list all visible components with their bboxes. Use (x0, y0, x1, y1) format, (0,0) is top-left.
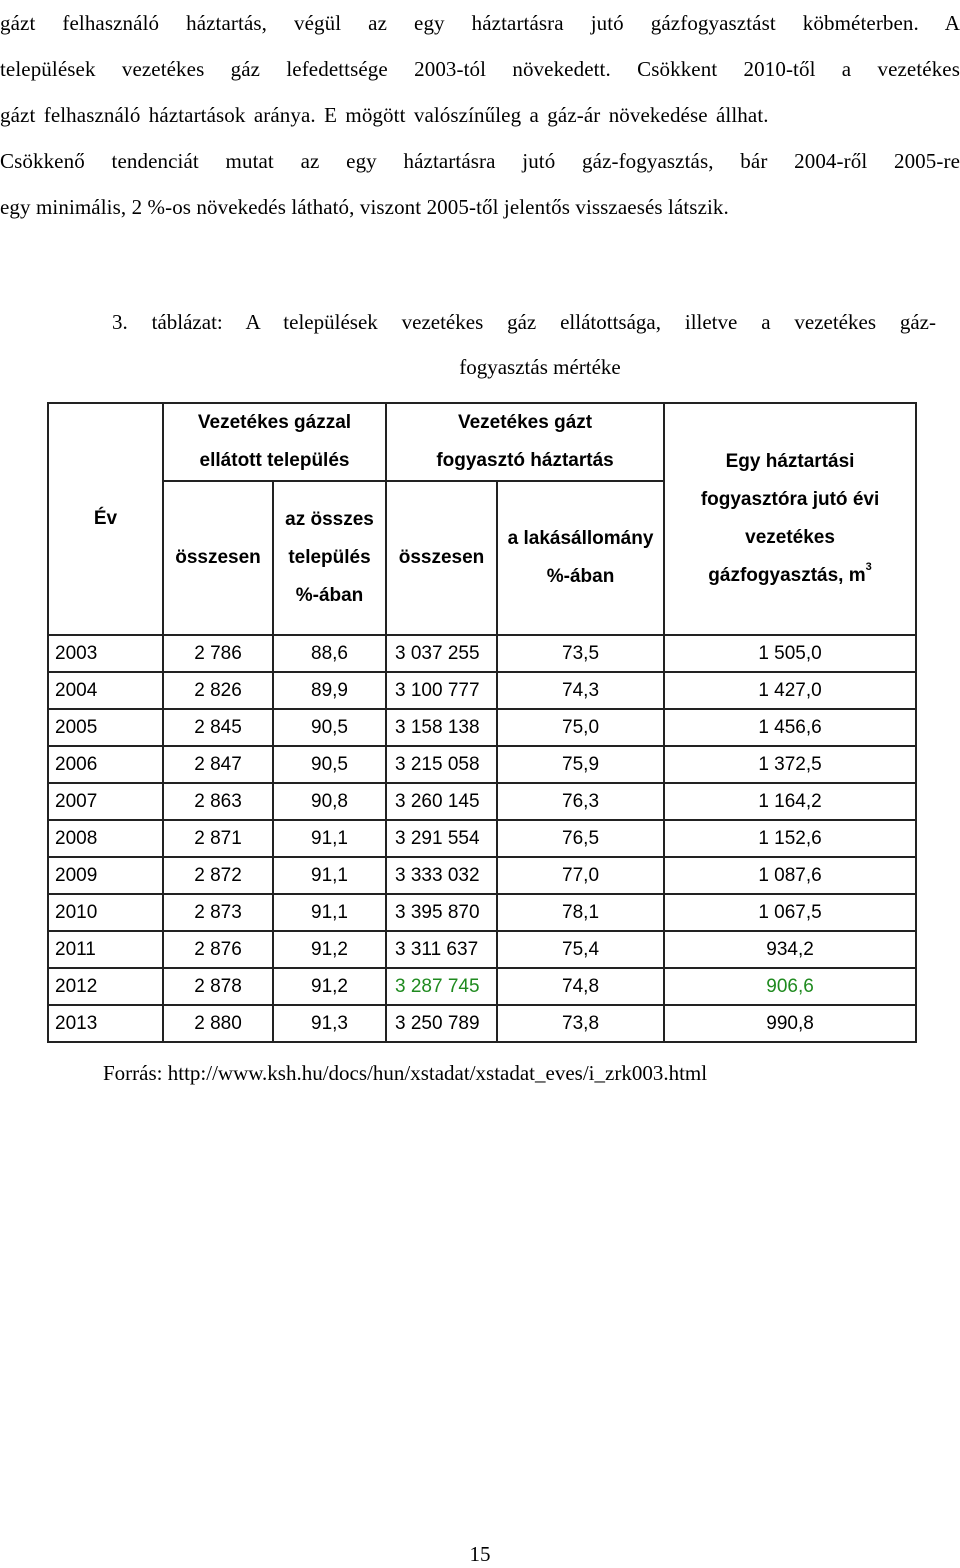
table-caption: 3. táblázat: A települések vezetékes gáz ellátottsága, illetve a vezetékes gáz- (112, 310, 936, 334)
cell-households: 3 395 870 (386, 894, 497, 931)
cell-year: 2007 (48, 783, 163, 820)
cell-households-pct: 73,8 (497, 1005, 664, 1042)
cell-households-pct: 74,3 (497, 672, 664, 709)
header-consumption-sup: 3 (865, 560, 872, 573)
cell-year: 2013 (48, 1005, 163, 1042)
cell-consumption: 1 372,5 (664, 746, 916, 783)
cell-settlements: 2 880 (163, 1005, 273, 1042)
gas-supply-table (47, 402, 917, 1043)
cell-year: 2012 (48, 968, 163, 1005)
header-settlements-pct: az összes település %-ában (273, 481, 386, 635)
cell-households-pct: 78,1 (497, 894, 664, 931)
header-consumption (664, 403, 916, 635)
source-note: Forrás: http://www.ksh.hu/docs/hun/xstadat/xstadat_eves/i_zrk003.html (103, 1061, 708, 1085)
cell-households-pct: 75,9 (497, 746, 664, 783)
table-row (48, 857, 916, 894)
cell-households: 3 158 138 (386, 709, 497, 746)
cell-settlements: 2 845 (163, 709, 273, 746)
cell-households: 3 311 637 (386, 931, 497, 968)
table-caption-continued: fogyasztás mértéke (459, 355, 621, 379)
header-households-pct: a lakásállomány %-ában (497, 481, 664, 635)
table-row (48, 931, 916, 968)
cell-households: 3 250 789 (386, 1005, 497, 1042)
cell-consumption: 1 427,0 (664, 672, 916, 709)
cell-consumption: 1 456,6 (664, 709, 916, 746)
header-consumption-text: Egy háztartási fogyasztóra jutó évi vezetékes gázfogyasztás, m (700, 451, 880, 586)
header-settlements-group: Vezetékes gázzal ellátott település (163, 403, 386, 481)
paragraph-line: gázt felhasználó háztartások aránya. E mögött valószínűleg a gáz-ár növekedése állhat. (0, 103, 769, 127)
paragraph-line: gázt felhasználó háztartás, végül az egy háztartásra jutó gázfogyasztást köbméterben. A (0, 11, 960, 35)
cell-settlements-pct: 91,3 (273, 1005, 386, 1042)
table-row (48, 672, 916, 709)
cell-consumption: 906,6 (664, 968, 916, 1005)
cell-settlements-pct: 89,9 (273, 672, 386, 709)
table-row (48, 894, 916, 931)
cell-settlements-pct: 90,5 (273, 709, 386, 746)
table-row (48, 783, 916, 820)
cell-year: 2008 (48, 820, 163, 857)
table-row (48, 1005, 916, 1042)
cell-year: 2011 (48, 931, 163, 968)
header-households-total: összesen (386, 481, 497, 635)
cell-settlements: 2 847 (163, 746, 273, 783)
cell-settlements: 2 786 (163, 635, 273, 672)
cell-households: 3 260 145 (386, 783, 497, 820)
header-households-group: Vezetékes gázt fogyasztó háztartás (386, 403, 664, 481)
table-row (48, 820, 916, 857)
table-row (48, 746, 916, 783)
cell-consumption: 1 164,2 (664, 783, 916, 820)
cell-households-pct: 73,5 (497, 635, 664, 672)
cell-settlements: 2 876 (163, 931, 273, 968)
cell-settlements: 2 872 (163, 857, 273, 894)
cell-settlements-pct: 90,5 (273, 746, 386, 783)
cell-households-pct: 76,5 (497, 820, 664, 857)
body-paragraph (0, 0, 960, 230)
page-number: 15 (469, 1542, 491, 1566)
cell-settlements-pct: 91,2 (273, 968, 386, 1005)
cell-consumption: 990,8 (664, 1005, 916, 1042)
cell-settlements: 2 826 (163, 672, 273, 709)
cell-settlements-pct: 91,2 (273, 931, 386, 968)
cell-households-pct: 76,3 (497, 783, 664, 820)
cell-settlements: 2 863 (163, 783, 273, 820)
cell-households: 3 333 032 (386, 857, 497, 894)
header-settlements-total: összesen (163, 481, 273, 635)
cell-consumption: 1 152,6 (664, 820, 916, 857)
paragraph-line: egy minimális, 2 %-os növekedés látható, viszont 2005-től jelentős visszaesés látszik. (0, 195, 729, 219)
cell-households-pct: 75,0 (497, 709, 664, 746)
cell-settlements-pct: 91,1 (273, 857, 386, 894)
cell-households: 3 100 777 (386, 672, 497, 709)
cell-consumption: 1 505,0 (664, 635, 916, 672)
cell-households: 3 037 255 (386, 635, 497, 672)
cell-settlements-pct: 91,1 (273, 820, 386, 857)
table-row (48, 635, 916, 672)
cell-consumption: 934,2 (664, 931, 916, 968)
table-row (48, 968, 916, 1005)
cell-households: 3 291 554 (386, 820, 497, 857)
cell-settlements-pct: 90,8 (273, 783, 386, 820)
cell-year: 2010 (48, 894, 163, 931)
table-row (48, 709, 916, 746)
header-year: Év (48, 403, 163, 635)
cell-consumption: 1 087,6 (664, 857, 916, 894)
paragraph-line: Csökkenő tendenciát mutat az egy háztartásra jutó gáz-fogyasztás, bár 2004-ről 2005-re (0, 149, 960, 173)
cell-households-pct: 77,0 (497, 857, 664, 894)
cell-households-pct: 75,4 (497, 931, 664, 968)
cell-households: 3 287 745 (386, 968, 497, 1005)
cell-settlements: 2 873 (163, 894, 273, 931)
cell-year: 2005 (48, 709, 163, 746)
cell-consumption: 1 067,5 (664, 894, 916, 931)
cell-settlements-pct: 91,1 (273, 894, 386, 931)
paragraph-line: települések vezetékes gáz lefedettsége 2003-tól növekedett. Csökkent 2010-től a vezetékes (0, 57, 960, 81)
cell-settlements: 2 871 (163, 820, 273, 857)
cell-year: 2006 (48, 746, 163, 783)
cell-year: 2009 (48, 857, 163, 894)
cell-year: 2004 (48, 672, 163, 709)
cell-households: 3 215 058 (386, 746, 497, 783)
cell-households-pct: 74,8 (497, 968, 664, 1005)
cell-settlements-pct: 88,6 (273, 635, 386, 672)
cell-year: 2003 (48, 635, 163, 672)
cell-settlements: 2 878 (163, 968, 273, 1005)
